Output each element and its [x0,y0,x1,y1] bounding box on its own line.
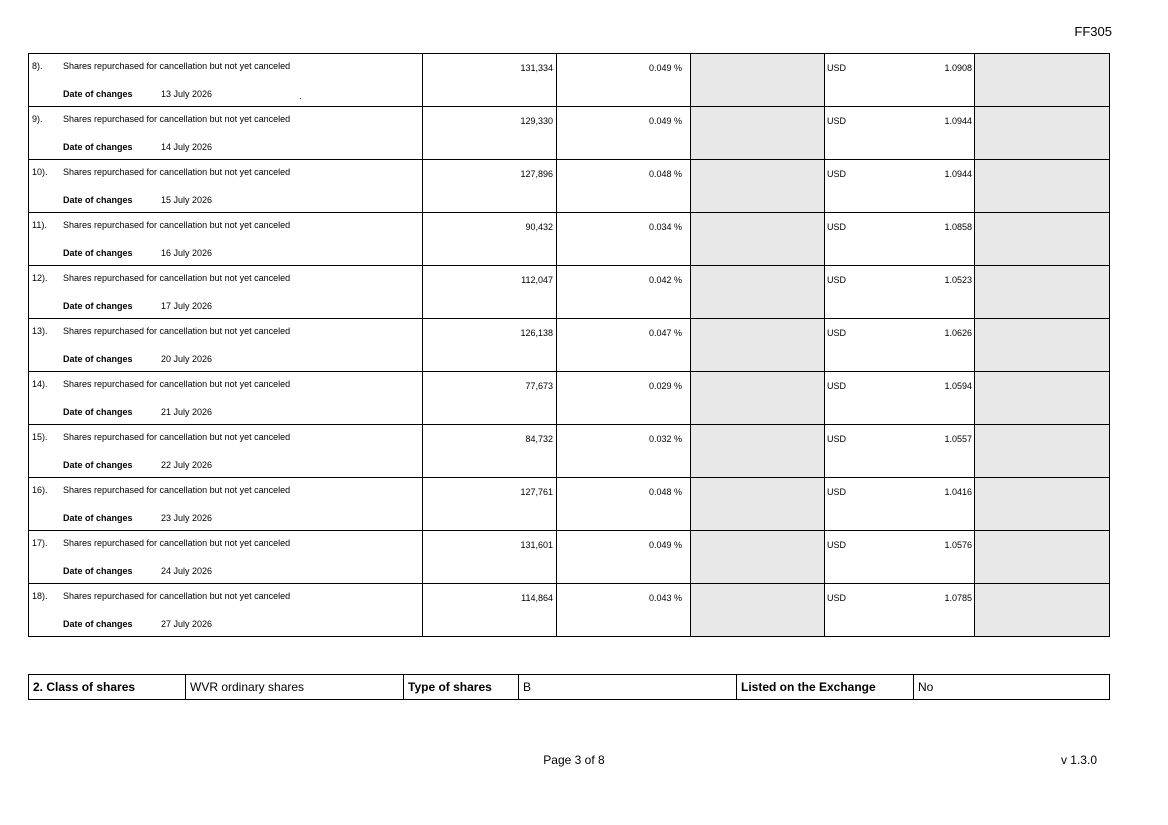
listed-value: No [914,675,1110,700]
form-code: FF305 [1074,24,1112,39]
shares-count: 84,732 [423,425,557,478]
date-of-changes-label: Date of changes [63,619,133,629]
price-cell [825,425,975,478]
shares-percent: 0.048 % [557,160,691,213]
shares-percent: 0.049 % [557,54,691,107]
currency-code: USD [827,381,847,391]
table-row [29,531,1110,584]
empty-grey-cell [691,266,825,319]
currency-code: USD [827,328,847,338]
row-description: Shares repurchased for cancellation but not yet canceled [63,591,291,601]
price-value: 1.0908 [944,63,972,73]
price-value: 1.0557 [944,434,972,444]
table-row [29,319,1110,372]
description-cell [29,478,423,531]
date-of-changes-label: Date of changes [63,460,133,470]
empty-grey-cell [691,54,825,107]
date-of-changes-value: 22 July 2026 [161,460,213,470]
row-description: Shares repurchased for cancellation but not yet canceled [63,432,291,442]
row-number: 8). [32,61,43,71]
row-description: Shares repurchased for cancellation but not yet canceled [63,220,291,230]
description-cell [29,319,423,372]
date-of-changes-label: Date of changes [63,195,133,205]
empty-grey-cell [691,531,825,584]
description-cell [29,213,423,266]
empty-grey-cell [975,266,1110,319]
empty-grey-cell [975,584,1110,637]
date-of-changes-label: Date of changes [63,513,133,523]
empty-grey-cell [691,372,825,425]
shares-count: 131,601 [423,531,557,584]
currency-code: USD [827,487,847,497]
stray-dot [300,98,301,99]
price-cell [825,54,975,107]
row-description: Shares repurchased for cancellation but not yet canceled [63,538,291,548]
shares-count: 112,047 [423,266,557,319]
table-row [29,213,1110,266]
shares-count: 126,138 [423,319,557,372]
row-description: Shares repurchased for cancellation but not yet canceled [63,379,291,389]
empty-grey-cell [691,425,825,478]
empty-grey-cell [975,160,1110,213]
date-of-changes-value: 13 July 2026 [161,89,213,99]
empty-grey-cell [975,107,1110,160]
empty-grey-cell [975,54,1110,107]
date-of-changes-label: Date of changes [63,142,133,152]
price-value: 1.0785 [944,593,972,603]
shares-percent: 0.047 % [557,319,691,372]
movements-table [28,53,1110,637]
row-number: 9). [32,114,43,124]
price-value: 1.0858 [944,222,972,232]
class-of-shares-table [28,674,1110,700]
shares-count: 90,432 [423,213,557,266]
price-value: 1.0576 [944,540,972,550]
row-number: 15). [32,432,48,442]
price-cell [825,107,975,160]
shares-percent: 0.043 % [557,584,691,637]
row-number: 18). [32,591,48,601]
shares-percent: 0.048 % [557,478,691,531]
price-cell [825,372,975,425]
version-label: v 1.3.0 [1060,753,1097,767]
price-cell [825,531,975,584]
row-number: 11). [32,220,47,230]
shares-percent: 0.049 % [557,107,691,160]
price-value: 1.0944 [944,116,972,126]
table-row [29,425,1110,478]
shares-count: 127,896 [423,160,557,213]
type-of-shares-label: Type of shares [404,675,519,700]
shares-count: 114,864 [423,584,557,637]
price-cell [825,478,975,531]
shares-percent: 0.042 % [557,266,691,319]
currency-code: USD [827,275,847,285]
row-description: Shares repurchased for cancellation but not yet canceled [63,167,291,177]
description-cell [29,425,423,478]
date-of-changes-value: 15 July 2026 [161,195,213,205]
row-description: Shares repurchased for cancellation but not yet canceled [63,61,291,71]
row-description: Shares repurchased for cancellation but not yet canceled [63,326,291,336]
description-cell [29,584,423,637]
class-of-shares-label: 2. Class of shares [29,675,186,700]
shares-percent: 0.032 % [557,425,691,478]
movements-table-body [29,54,1110,637]
currency-code: USD [827,434,847,444]
shares-count: 77,673 [423,372,557,425]
currency-code: USD [827,540,847,550]
currency-code: USD [827,222,847,232]
date-of-changes-label: Date of changes [63,354,133,364]
price-value: 1.0523 [944,275,972,285]
table-row [29,584,1110,637]
table-row [29,54,1110,107]
empty-grey-cell [691,478,825,531]
empty-grey-cell [975,425,1110,478]
description-cell [29,54,423,107]
row-number: 13). [32,326,48,336]
page-number: Page 3 of 8 [543,753,605,767]
empty-grey-cell [975,478,1110,531]
price-value: 1.0594 [944,381,972,391]
date-of-changes-value: 14 July 2026 [161,142,213,152]
empty-grey-cell [691,319,825,372]
date-of-changes-label: Date of changes [63,89,133,99]
empty-grey-cell [975,319,1110,372]
listed-label: Listed on the Exchange [737,675,914,700]
description-cell [29,372,423,425]
empty-grey-cell [691,107,825,160]
price-cell [825,266,975,319]
date-of-changes-label: Date of changes [63,566,133,576]
shares-percent: 0.029 % [557,372,691,425]
date-of-changes-label: Date of changes [63,301,133,311]
empty-grey-cell [975,213,1110,266]
row-description: Shares repurchased for cancellation but not yet canceled [63,485,291,495]
row-number: 14). [32,379,48,389]
currency-code: USD [827,116,847,126]
date-of-changes-value: 24 July 2026 [161,566,213,576]
empty-grey-cell [691,584,825,637]
date-of-changes-value: 20 July 2026 [161,354,213,364]
date-of-changes-value: 21 July 2026 [161,407,213,417]
table-row [29,107,1110,160]
type-of-shares-value: B [519,675,737,700]
table-row [29,372,1110,425]
date-of-changes-value: 27 July 2026 [161,619,213,629]
table-row [29,478,1110,531]
price-cell [825,584,975,637]
table-row [29,160,1110,213]
class-of-shares-value: WVR ordinary shares [186,675,404,700]
date-of-changes-label: Date of changes [63,407,133,417]
row-description: Shares repurchased for cancellation but not yet canceled [63,114,291,124]
shares-count: 131,334 [423,54,557,107]
empty-grey-cell [975,372,1110,425]
date-of-changes-value: 16 July 2026 [161,248,213,258]
row-number: 10). [32,167,48,177]
description-cell [29,160,423,213]
description-cell [29,531,423,584]
empty-grey-cell [691,160,825,213]
price-value: 1.0944 [944,169,972,179]
price-cell [825,319,975,372]
currency-code: USD [827,169,847,179]
date-of-changes-value: 23 July 2026 [161,513,213,523]
description-cell [29,107,423,160]
row-number: 12). [32,273,48,283]
price-value: 1.0416 [944,487,972,497]
date-of-changes-value: 17 July 2026 [161,301,213,311]
shares-percent: 0.049 % [557,531,691,584]
empty-grey-cell [975,531,1110,584]
empty-grey-cell [691,213,825,266]
price-cell [825,213,975,266]
row-number: 16). [32,485,48,495]
currency-code: USD [827,593,847,603]
class-of-shares-row [29,675,1110,700]
shares-count: 127,761 [423,478,557,531]
currency-code: USD [827,63,847,73]
shares-count: 129,330 [423,107,557,160]
price-value: 1.0626 [944,328,972,338]
shares-percent: 0.034 % [557,213,691,266]
date-of-changes-label: Date of changes [63,248,133,258]
table-row [29,266,1110,319]
row-number: 17). [32,538,48,548]
description-cell [29,266,423,319]
row-description: Shares repurchased for cancellation but not yet canceled [63,273,291,283]
price-cell [825,160,975,213]
